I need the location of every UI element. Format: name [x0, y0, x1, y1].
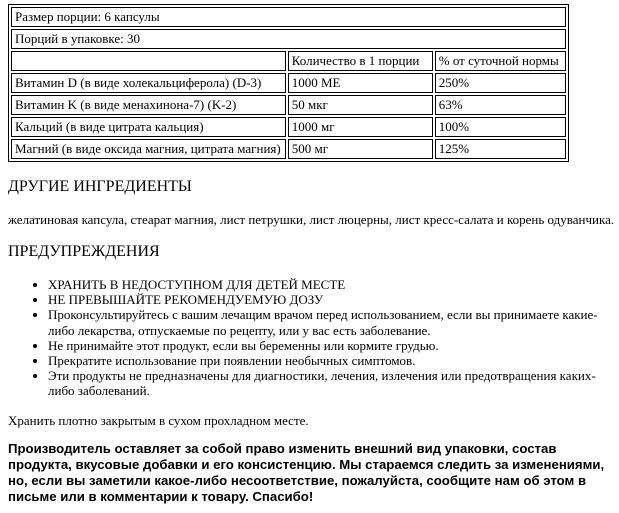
- column-header-empty: [11, 51, 286, 71]
- other-ingredients-heading: ДРУГИЕ ИНГРЕДИЕНТЫ: [8, 178, 192, 195]
- nutrient-name: Кальций (в виде цитрата кальция): [11, 117, 286, 137]
- table-row-vitamin-k: [11, 95, 566, 115]
- table-row-vitamin-d: [11, 73, 566, 93]
- nutrient-daily-value: 63%: [435, 95, 566, 115]
- table-header-row: [11, 51, 566, 71]
- nutrient-amount: 50 мкг: [288, 95, 433, 115]
- warnings-heading: ПРЕДУПРЕЖДЕНИЯ: [8, 243, 160, 260]
- warning-item: • НЕ ПРЕВЫШАЙТЕ РЕКОМЕНДУЕМУЮ ДОЗУ: [48, 292, 611, 307]
- table-row-servings-per-container: [11, 29, 566, 49]
- table-row-serving-size: [11, 7, 566, 27]
- table-row-calcium: [11, 117, 566, 137]
- warning-item: • Прекратите использование при появлении необычных симптомов.: [48, 353, 611, 368]
- warning-item: • Не принимайте этот продукт, если вы беременны или кормите грудью.: [48, 338, 611, 353]
- servings-per-container-cell: Порций в упаковке: 30: [11, 29, 566, 49]
- other-ingredients-text: желатиновая капсула, стеарат магния, лист петрушки, лист люцерны, лист кресс-салата и корень одуванчика.: [8, 212, 615, 227]
- nutrient-daily-value: 125%: [435, 139, 566, 159]
- warning-item: • Проконсультируйтесь с вашим лечащим врачом перед использованием, если вы принимаете какие-либо лекарства, отпускаемые по рецепту, или у вас есть заболевание.: [48, 307, 611, 337]
- column-header-daily-value: % от суточной нормы: [435, 51, 566, 71]
- nutrient-amount: 500 мг: [288, 139, 433, 159]
- nutrient-name: Витамин D (в виде холекальциферола) (D-3): [11, 73, 286, 93]
- nutrient-amount: 1000 мг: [288, 117, 433, 137]
- manufacturer-note: Производитель оставляет за собой право изменить внешний вид упаковки, состав продукта, вкусовые добавки и его консистенцию. Мы стараемся следить за изменениями, но, если вы заметили какое-либо несоответствие, пожалуйста, сообщите нам об этом в письме или в комментарии к товару. Спасибо!: [8, 440, 605, 505]
- table-row-magnesium: [11, 139, 566, 159]
- column-header-amount: Количество в 1 порции: [288, 51, 433, 71]
- supplement-facts-table: [8, 4, 569, 162]
- warning-item: • Эти продукты не предназначены для диагностики, лечения, излечения или предотвращения каких-либо заболеваний.: [48, 368, 611, 398]
- nutrient-name: Витамин K (в виде менахинона-7) (K-2): [11, 95, 286, 115]
- nutrient-name: Магний (в виде оксида магния, цитрата магния): [11, 139, 286, 159]
- storage-note: Хранить плотно закрытым в сухом прохладном месте.: [8, 412, 309, 428]
- warnings-list: [8, 277, 611, 399]
- serving-size-cell: Размер порции: 6 капсулы: [11, 7, 566, 27]
- nutrient-amount: 1000 МЕ: [288, 73, 433, 93]
- nutrient-daily-value: 250%: [435, 73, 566, 93]
- nutrient-daily-value: 100%: [435, 117, 566, 137]
- warning-item: • ХРАНИТЬ В НЕДОСТУПНОМ ДЛЯ ДЕТЕЙ МЕСТЕ: [48, 277, 611, 292]
